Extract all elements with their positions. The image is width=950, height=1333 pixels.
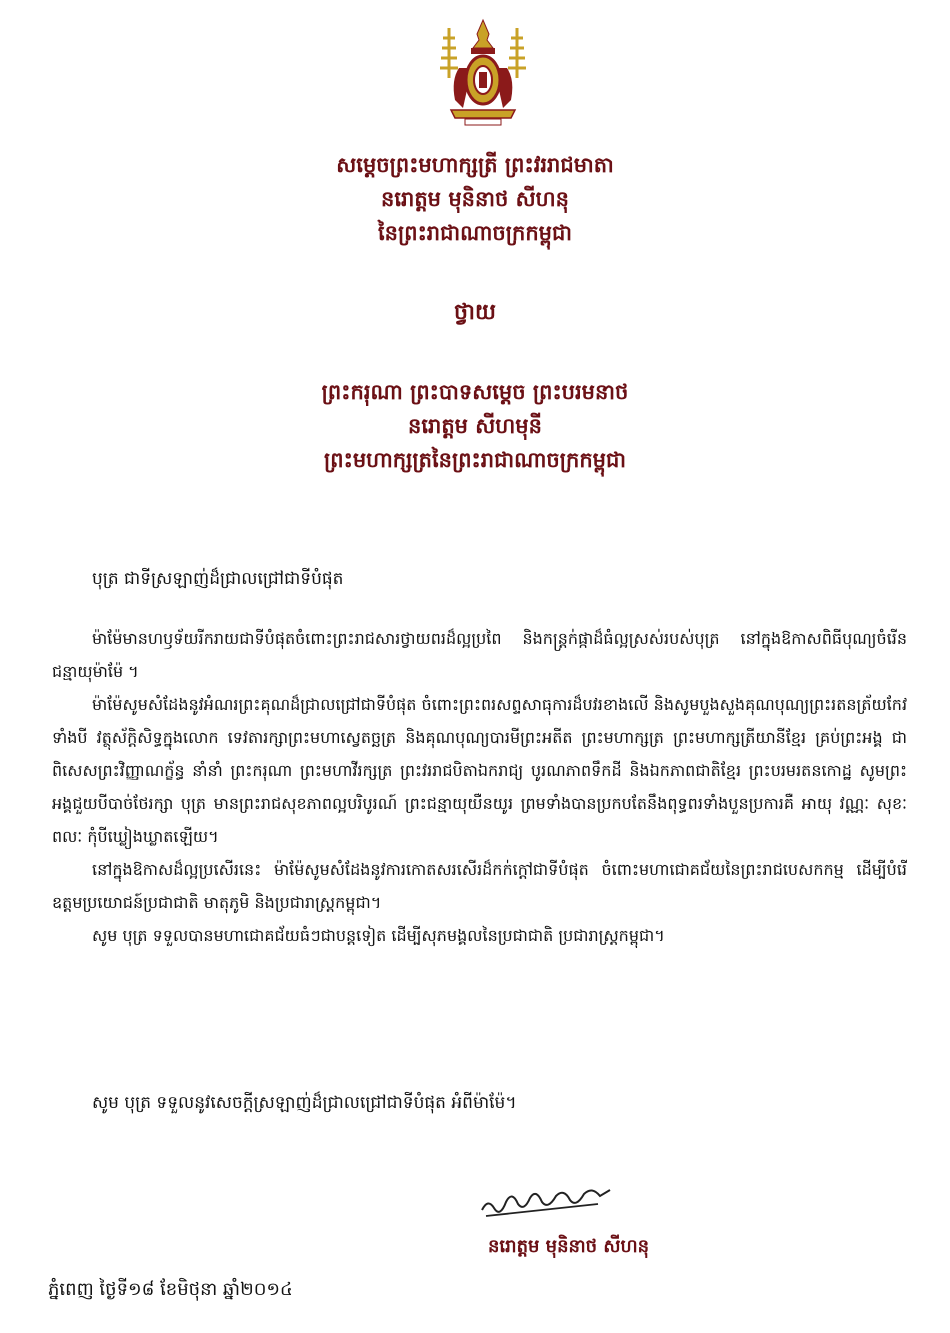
royal-crest-emblem xyxy=(437,18,529,130)
letter-paragraph: ម៉ាម៉ែសូមសំដែងនូវអំណរព្រះគុណដ៏ជ្រាលជ្រៅជាទីបំផុត ចំពោះព្រះពរសព្ទសាធុការដ៏បវរខាងលើ និងសូមបួងសួងគុណបុណ្យព្រះរតនត្រ័យកែវទាំងបី វត្ថុស័ក្តិសិទ្ធក្នុងលោក ទេវតារក្សាព្រះមហាស្វេតច្ឆត្រ និងគុណបុណ្យបារមីព្រះអតីត ព្រះមហាក្សត្រ ព្រះមហាក្សត្រីយានីខ្មែរ គ្រប់ព្រះអង្គ ជាពិសេសព្រះវិញ្ញាណក្ខ័ន្ធ នាំនាំ ព្រះករុណា ព្រះមហាវីរក្សត្រ ព្រះវររាជបិតាឯករាជ្យ បូរណភាពទឹកដី និងឯកភាពជាតិខ្មែរ ព្រះបរមរតនកោដ្ឋ សូមព្រះអង្គជួយបីបាច់ថែរក្សា បុត្រ មានព្រះរាជសុខភាពល្អបរិបូរណ៍ ព្រះជន្មាយុយឺនយូរ ព្រមទាំងបានប្រកបតែនឹងពុទ្ធពរទាំងបួនប្រការគឺ អាយុ វណ្ណៈ សុខៈ ពលៈ កុំបីឃ្លៀងឃ្លាតឡើយ។ xyxy=(52,695,908,846)
sender-block xyxy=(0,148,950,250)
handwritten-signature xyxy=(478,1180,618,1222)
signer-name: នរោត្តម មុនិនាថ សីហនុ xyxy=(488,1236,650,1257)
sender-kingdom: នៃព្រះរាជាណាចក្រកម្ពុជា xyxy=(377,221,572,245)
recipient-name: នរោត្តម សីហមុនី xyxy=(408,414,542,438)
letter-paragraph: ម៉ាម៉ែមានហឫទ័យរីករាយជាទីបំផុតចំពោះព្រះរាជសារថ្វាយពរដ៏ល្អប្រពៃ និងកន្ត្រក់ផ្កាដ៏ធំល្អស្រស់របស់បុត្រ នៅក្នុងឱកាសពិធីបុណ្យចំរើនជន្មាយុម៉ាម៉ែ ។ xyxy=(52,629,907,681)
letter-paragraph: សូម បុត្រ ទទួលបានមហាជោគជ័យធំៗជាបន្តទៀត ដើម្បីសុភមង្គលនៃប្រជាជាតិ ប្រជារាស្ត្រកម្ពុជា។ xyxy=(92,926,665,945)
sender-name: នរោត្តម មុនិនាថ សីហនុ xyxy=(381,187,569,211)
offering-word: ថ្វាយ xyxy=(454,300,496,325)
recipient-block xyxy=(0,375,950,477)
place-and-date: ភ្នំពេញ ថ្ងៃទី១៨ ខែមិថុនា ឆ្នាំ២០១៤ xyxy=(48,1279,293,1300)
recipient-kingdom: ព្រះមហាក្សត្រនៃព្រះរាជាណាចក្រកម្ពុជា xyxy=(324,448,626,472)
salutation: បុត្រ ជាទីស្រឡាញ់ដ៏ជ្រាលជ្រៅជាទីបំផុត xyxy=(92,569,344,589)
letter-body xyxy=(52,622,907,952)
closing-line: សូម បុត្រ ទទួលនូវសេចក្តីស្រឡាញ់ដ៏ជ្រាលជ្រៅជាទីបំផុត អំពីម៉ាម៉ែ។ xyxy=(92,1093,517,1113)
sender-title: សម្តេចព្រះមហាក្សត្រី ព្រះវររាជមាតា xyxy=(336,153,614,177)
letter-paragraph: នៅក្នុងឱកាសដ៏ល្អប្រសើរនេះ ម៉ាម៉ែសូមសំដែងនូវការកោតសរសើរដ៏កក់ក្តៅជាទីបំផុត ចំពោះមហាជោគជ័យនៃព្រះរាជបេសកកម្ម ដើម្បីបំរើឧត្តមប្រយោជន៍ប្រជាជាតិ មាតុភូមិ និងប្រជារាស្ត្រកម្ពុជា។ xyxy=(52,860,907,912)
recipient-title: ព្រះករុណា ព្រះបាទសម្តេច ព្រះបរមនាថ xyxy=(321,380,629,404)
